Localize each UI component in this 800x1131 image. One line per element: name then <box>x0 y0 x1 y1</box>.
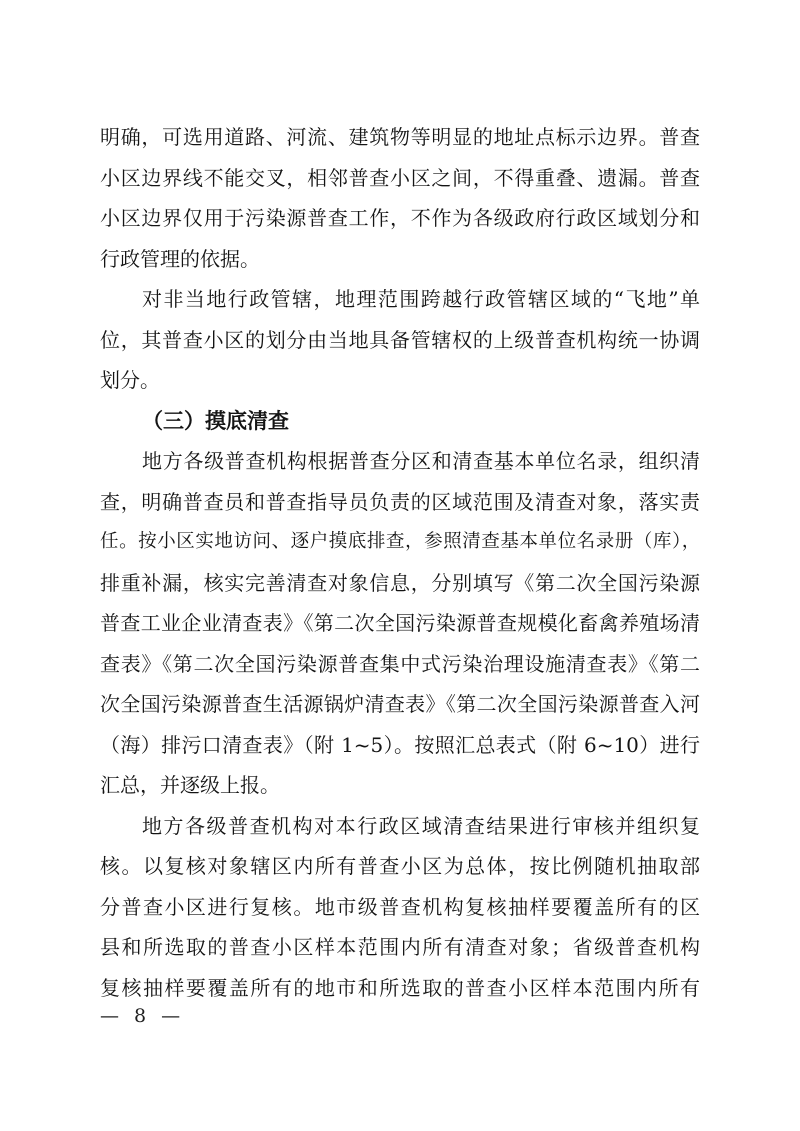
paragraph-line: 行政管理的依据。 <box>100 246 260 271</box>
paragraph-line: 核。以复核对象辖区内所有普查小区为总体，按比例随机抽取部 <box>100 854 700 878</box>
paragraph-line: 次全国污染源普查生活源锅炉清查表》《第二次全国污染源普查入河 <box>100 692 700 716</box>
paragraph-line: （海）排污口清查表》（附 1~5）。按照汇总表式（附 6~10）进行 <box>100 732 700 757</box>
paragraph-line: 划分。 <box>100 368 160 392</box>
paragraph-line: 位，其普查小区的划分由当地具备管辖权的上级普查机构统一协调 <box>100 327 700 352</box>
paragraph-line: 汇总，并逐级上报。 <box>100 773 280 797</box>
paragraph-line: 复核抽样要覆盖所有的地市和所选取的普查小区样本范围内所有 <box>100 975 700 1000</box>
paragraph-line: 任。按小区实地访问、逐户摸底排查，参照清查基本单位名录册（库）， <box>100 531 700 552</box>
paragraph-line: 排重补漏，核实完善清查对象信息，分别填写《第二次全国污染源 <box>100 570 700 595</box>
paragraph-line: 分普查小区进行复核。地市级普查机构复核抽样要覆盖所有的区 <box>100 894 700 919</box>
paragraph-line: 普查工业企业清查表》《第二次全国污染源普查规模化畜禽养殖场清 <box>100 611 700 635</box>
paragraph-line: 县和所选取的普查小区样本范围内所有清查对象；省级普查机构 <box>100 935 700 959</box>
page-number: — 8 — <box>100 1005 181 1027</box>
paragraph-line: 查，明确普查员和普查指导员负责的区域范围及清查对象，落实责 <box>100 489 700 514</box>
paragraph-line: 查表》《第二次全国污染源普查集中式污染治理设施清查表》《第二 <box>100 651 700 676</box>
section-heading: （三）摸底清查 <box>142 407 289 433</box>
paragraph-line: 对非当地行政管辖，地理范围跨越行政管辖区域的“飞地”单 <box>142 287 700 311</box>
paragraph-line: 地方各级普查机构对本行政区域清查结果进行审核并组织复 <box>142 813 700 838</box>
paragraph-line: 明确，可选用道路、河流、建筑物等明显的地址点标示边界。普查 <box>100 125 700 149</box>
document-body <box>100 117 700 1008</box>
paragraph-line: 小区边界线不能交叉，相邻普查小区之间，不得重叠、遗漏。普查 <box>100 165 700 190</box>
paragraph-line: 地方各级普查机构根据普查分区和清查基本单位名录，组织清 <box>142 449 700 473</box>
paragraph-line: 小区边界仅用于污染源普查工作，不作为各级政府行政区域划分和 <box>100 206 700 230</box>
